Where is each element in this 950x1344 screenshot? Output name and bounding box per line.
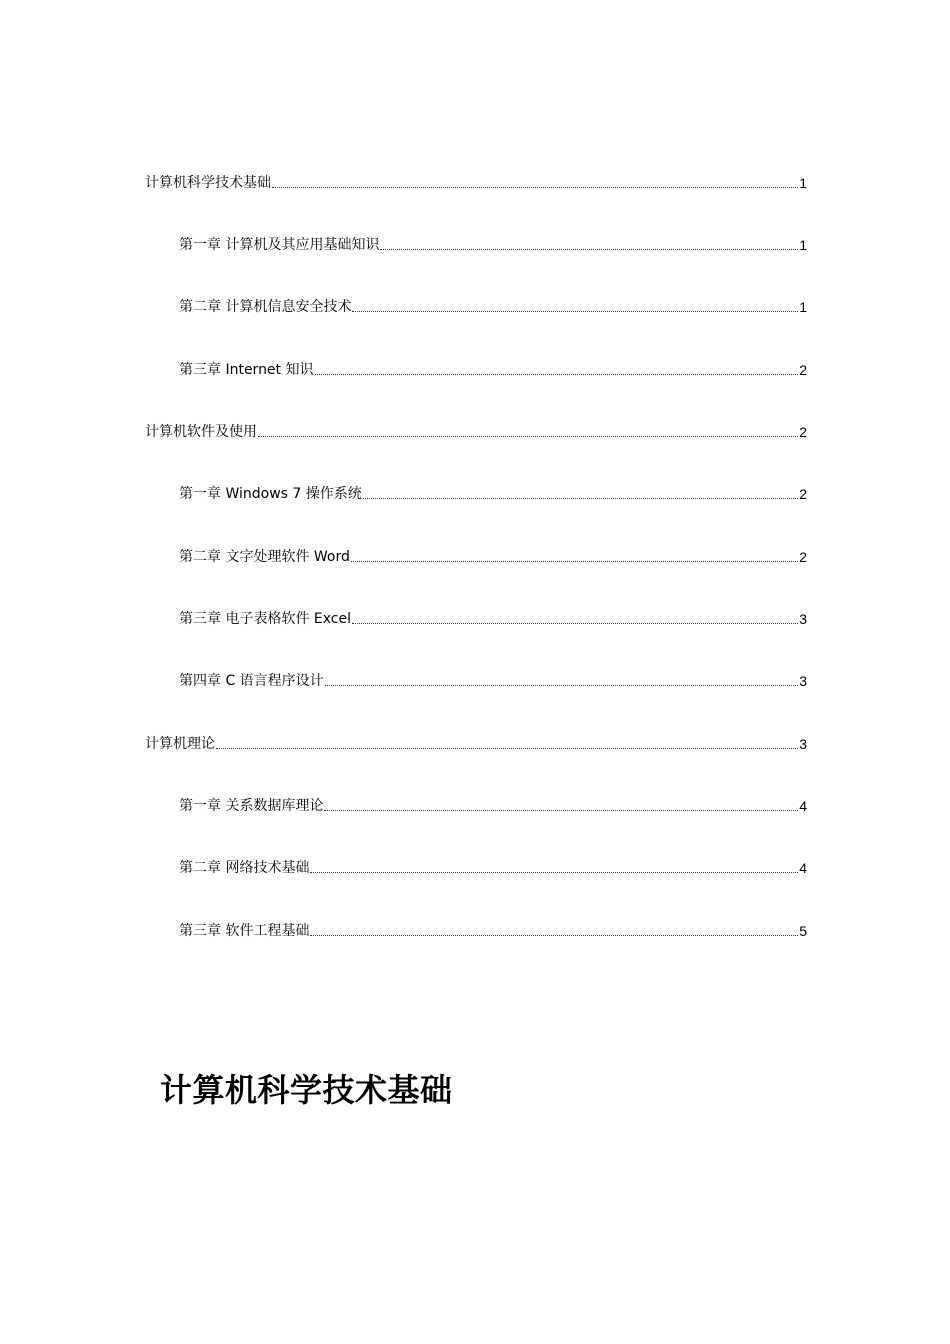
toc-page-number: 3 — [799, 736, 807, 752]
toc-entry-chapter-1-relational-database[interactable] — [179, 791, 807, 815]
toc-entry-chapter-2-information-security[interactable] — [179, 292, 807, 316]
toc-page-number: 4 — [799, 798, 807, 814]
toc-dot-leader — [325, 685, 799, 686]
toc-entry-software-usage[interactable] — [145, 417, 807, 441]
toc-dot-leader — [352, 623, 798, 624]
toc-page-number: 1 — [799, 299, 807, 315]
toc-entry-title: 第一章 关系数据库理论 — [179, 798, 324, 814]
toc-page-number: 5 — [799, 923, 807, 939]
toc-page-number: 2 — [799, 424, 807, 440]
toc-entry-title: 计算机理论 — [145, 736, 215, 752]
toc-dot-leader — [310, 935, 798, 936]
toc-entry-chapter-3-software-engineering[interactable] — [179, 916, 807, 940]
toc-dot-leader — [272, 187, 798, 188]
toc-page-number: 2 — [799, 362, 807, 378]
toc-dot-leader — [351, 561, 798, 562]
toc-entry-chapter-3-internet[interactable] — [179, 355, 807, 379]
toc-entry-title: 第三章 Internet 知识 — [179, 362, 314, 378]
toc-page-number: 2 — [799, 486, 807, 502]
toc-entry-computer-science-basics[interactable] — [145, 168, 807, 192]
toc-entry-title: 第三章 软件工程基础 — [179, 923, 310, 939]
toc-dot-leader — [380, 249, 798, 250]
toc-page-number: 3 — [799, 673, 807, 689]
toc-dot-leader — [310, 872, 798, 873]
toc-entry-chapter-1-computer-applications[interactable] — [179, 230, 807, 254]
toc-dot-leader — [315, 374, 799, 375]
toc-page-number: 4 — [799, 860, 807, 876]
toc-entry-title: 计算机科学技术基础 — [145, 175, 271, 191]
toc-dot-leader — [363, 498, 798, 499]
toc-page-number: 2 — [799, 549, 807, 565]
toc-entry-title: 第二章 计算机信息安全技术 — [179, 299, 352, 315]
section-heading: 计算机科学技术基础 — [160, 1071, 453, 1109]
toc-page-number: 1 — [799, 237, 807, 253]
toc-entry-chapter-1-windows-7[interactable] — [179, 479, 807, 503]
toc-dot-leader — [352, 311, 798, 312]
toc-entry-title: 第一章 计算机及其应用基础知识 — [179, 237, 380, 253]
toc-page-number: 3 — [799, 611, 807, 627]
toc-entry-title: 第二章 文字处理软件 Word — [179, 549, 350, 565]
toc-entry-title: 第四章 C 语言程序设计 — [179, 673, 324, 689]
toc-entry-chapter-2-word[interactable] — [179, 542, 807, 566]
toc-dot-leader — [258, 436, 798, 437]
toc-entry-computer-theory[interactable] — [145, 729, 807, 753]
toc-entry-title: 第二章 网络技术基础 — [179, 860, 310, 876]
toc-entry-title: 第三章 电子表格软件 Excel — [179, 611, 351, 627]
toc-entry-chapter-3-excel[interactable] — [179, 604, 807, 628]
toc-entry-chapter-2-networking[interactable] — [179, 853, 807, 877]
toc-dot-leader — [216, 748, 798, 749]
toc-dot-leader — [324, 810, 798, 811]
toc-entry-title: 第一章 Windows 7 操作系统 — [179, 486, 362, 502]
toc-entry-chapter-4-c-programming[interactable] — [179, 666, 807, 690]
toc-entry-title: 计算机软件及使用 — [145, 424, 257, 440]
toc-page-number: 1 — [799, 175, 807, 191]
